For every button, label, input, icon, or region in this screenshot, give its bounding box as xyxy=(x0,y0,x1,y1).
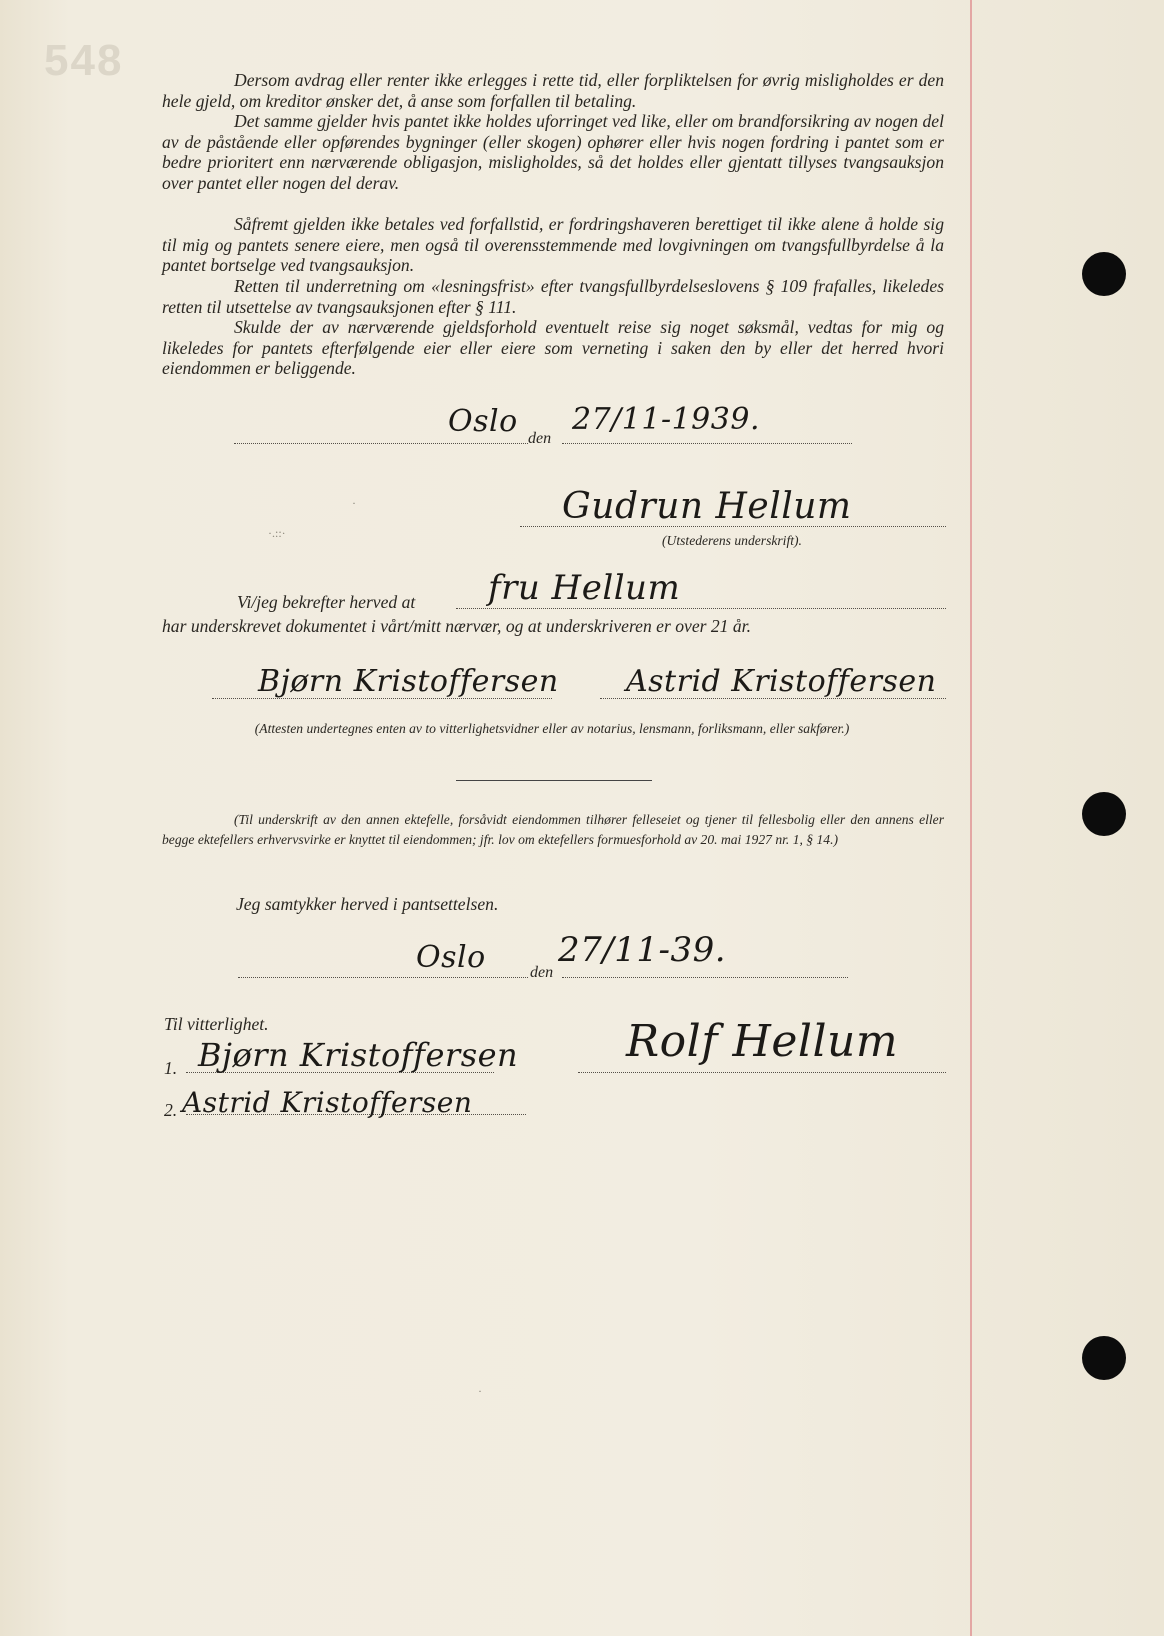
place-handwritten-2: Oslo xyxy=(416,940,486,975)
witness-heading: Til vitterlighet. xyxy=(164,1014,269,1034)
consent-statement: Jeg samtykker herved i pantsettelsen. xyxy=(236,894,499,914)
witness-number-2: 2. xyxy=(164,1100,178,1120)
paragraph-due-date: Såfremt gjelden ikke betales ved forfallstid, er fordringshaveren berettiget til ikke alene å holde sig til mig og pantets senere eiere, men også til overensstemmende med lovgivningen om tvangsfullbyrdelse å la pantet bortselge ved tvangsauksjon. xyxy=(162,214,944,276)
witness-signature-1: Bjørn Kristoffersen xyxy=(258,664,559,699)
spouse-signature: Rolf Hellum xyxy=(626,1016,899,1067)
witness-signature-2: Astrid Kristoffersen xyxy=(626,664,937,699)
red-margin-line xyxy=(970,0,972,1636)
spouse-note: (Til underskrift av den annen ektefelle, forsåvidt eiendommen tilhører felleseiet og tjener til fellesbolig eller den annens eller begge ektefellers erhvervsvirke er knyttet til eiendommen; jfr. lov om ektefellers formuesforhold av 20. mai 1927 nr. 1, § 14.) xyxy=(162,812,944,847)
attest-note: (Attesten undertegnes enten av to vitterlighetsvidner eller av notarius, lensmann, forliksmann, eller sakfører.) xyxy=(254,721,850,736)
paragraph-notice: Retten til underretning om «lesningsfrist» efter tvangsfullbyrdelseslovens § 109 frafalles, likeledes retten til utsettelse av tvangsauksjonen efter § 111. xyxy=(162,276,944,317)
page-number-faded: 548 xyxy=(44,36,124,85)
witness-list-signature-1: Bjørn Kristoffersen xyxy=(198,1036,519,1074)
place-line-1 xyxy=(234,443,528,444)
confirm-label: Vi/jeg bekrefter herved at xyxy=(237,592,416,612)
date-handwritten-2: 27/11-39. xyxy=(558,930,727,970)
witness-list-signature-2: Astrid Kristoffersen xyxy=(182,1086,473,1119)
den-label-2: den xyxy=(530,964,554,981)
place-line-2 xyxy=(238,977,528,978)
issuer-signature: Gudrun Hellum xyxy=(562,486,852,527)
ink-speck: · xyxy=(352,496,356,510)
date-line-2 xyxy=(562,977,848,978)
date-handwritten-1: 27/11-1939. xyxy=(572,402,760,437)
separator-line xyxy=(456,780,652,781)
confirm-name-handwritten: fru Hellum xyxy=(488,568,681,608)
ink-speck: · xyxy=(478,1384,482,1398)
ink-speck: ·.::· xyxy=(268,526,286,540)
date-line-1 xyxy=(562,443,852,444)
spouse-signature-line xyxy=(578,1072,946,1073)
paragraph-venue: Skulde der av nærværende gjeldsforhold eventuelt reise sig noget søksmål, vedtas for mig og likeledes for pantets efterfølgende eier eller eiere som verneting i saken den by eller det herred hvori eiendommen er beliggende. xyxy=(162,317,944,379)
confirm-name-line xyxy=(456,608,946,609)
paragraph-default: Dersom avdrag eller renter ikke erlegges i rette tid, eller forpliktelsen for øvrig misligholdes er den hele gjeld, om kreditor ønsker det, å anse som forfallen til betaling. xyxy=(162,70,944,111)
den-label-1: den xyxy=(528,430,552,447)
place-handwritten-1: Oslo xyxy=(448,404,518,439)
witness-number-1: 1. xyxy=(164,1058,178,1078)
punch-hole-middle xyxy=(1082,792,1126,836)
confirm-statement: har underskrevet dokumentet i vårt/mitt nærvær, og at underskriveren er over 21 år. xyxy=(162,616,751,636)
punch-hole-top xyxy=(1082,252,1126,296)
punch-hole-bottom xyxy=(1082,1336,1126,1380)
issuer-caption: (Utstederens underskrift). xyxy=(662,533,802,548)
paragraph-deterioration: Det samme gjelder hvis pantet ikke holdes uforringet ved like, eller om brandforsikring av nogen del av de påstående eller opførendes bygninger (eller skogen) ophører eller hvis nogen fordring i pantet som er bedre prioritert enn nærværende obligasjon, misligholdes, så det holdes eller gjentatt tillyses tvangsauksjon over pantet eller nogen del derav. xyxy=(162,111,944,193)
